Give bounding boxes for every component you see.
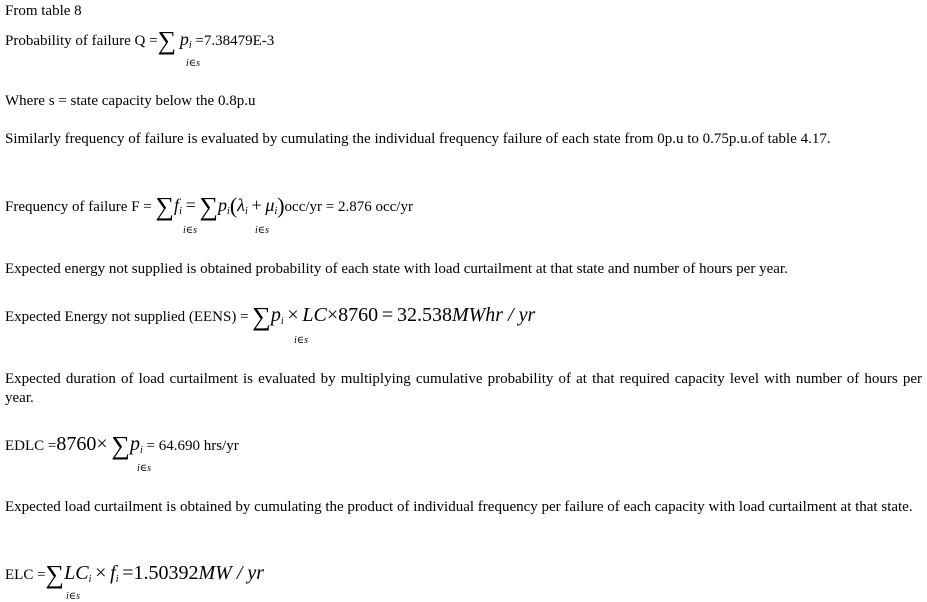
plus-sign: + xyxy=(251,195,262,215)
hours-value: 8760 xyxy=(56,433,97,455)
frequency-value: occ/yr = 2.876 occ/yr xyxy=(284,199,413,215)
subscript-i: i xyxy=(274,206,278,217)
elc-intro-paragraph: Expected load curtailment is obtained by cumulating the product of individual frequency per failure of each capacity with load curtailment at that state. xyxy=(5,499,913,515)
times-sign: × xyxy=(95,562,107,584)
open-paren: ( xyxy=(229,193,238,218)
frequency-label: Frequency of failure F = xyxy=(5,199,152,215)
mu-symbol: μ xyxy=(265,195,275,215)
p-symbol: p xyxy=(270,304,281,326)
probability-formula xyxy=(5,26,275,55)
p-symbol: p xyxy=(129,433,140,455)
probability-value: =7.38479E-3 xyxy=(195,33,275,49)
edlc-formula xyxy=(5,431,239,460)
sum-range: i∈s xyxy=(186,58,201,69)
lambda-symbol: λ xyxy=(237,195,245,215)
times-sign: × xyxy=(287,304,299,326)
equals-sign: = xyxy=(185,195,196,215)
edlc-label: EDLC = xyxy=(5,438,57,454)
eens-unit: MWhr / yr xyxy=(451,304,536,326)
subscript-i: i xyxy=(227,206,230,217)
elc-formula xyxy=(5,560,265,589)
subscript-i: i xyxy=(88,574,92,585)
hours-value: 8760 xyxy=(338,304,379,326)
sum-range: i∈s xyxy=(255,225,270,236)
eens-label: Expected Energy not supplied (EENS) = xyxy=(5,309,249,325)
subscript-i: i xyxy=(244,206,248,217)
p-symbol: p xyxy=(179,29,189,49)
subscript-i: i xyxy=(188,40,192,51)
equals-sign: = xyxy=(122,562,134,584)
f-symbol: f xyxy=(174,195,180,215)
sigma-symbol: ∑ xyxy=(157,26,177,55)
sigma-symbol: ∑ xyxy=(45,560,65,589)
edlc-value: = 64.690 hrs/yr xyxy=(146,438,239,454)
sum-range: i∈s xyxy=(66,591,81,602)
from-table-text: From table 8 xyxy=(5,3,82,19)
sum-range: i∈s xyxy=(183,225,198,236)
close-paren: ) xyxy=(277,193,285,218)
similarly-paragraph: Similarly frequency of failure is evaluated by cumulating the individual frequency failure of each state from 0p.u to 0.75p.u.of table 4.17. xyxy=(5,131,831,147)
p-symbol: p xyxy=(218,195,228,215)
subscript-i: i xyxy=(115,574,119,585)
times-sign: × xyxy=(96,433,108,455)
sigma-symbol: ∑ xyxy=(199,192,219,221)
equals-sign: = xyxy=(381,304,394,326)
sigma-symbol: ∑ xyxy=(155,192,175,221)
elc-unit: MW / yr xyxy=(198,562,265,584)
probability-label: Probability of failure Q = xyxy=(5,33,158,49)
f-symbol: f xyxy=(110,562,116,584)
subscript-i: i xyxy=(139,445,143,456)
eens-value: 32.538 xyxy=(396,304,452,326)
sigma-symbol: ∑ xyxy=(111,431,130,460)
edlc-intro-paragraph: Expected duration of load curtailment is evaluated by multiplying cumulative probability of at that required capacity level with number of hours per year. xyxy=(5,371,922,406)
sum-range: i∈s xyxy=(294,335,309,346)
eens-formula xyxy=(5,302,536,331)
where-text: Where s = state capacity below the 0.8p.u xyxy=(5,93,256,109)
sigma-symbol: ∑ xyxy=(252,302,271,331)
elc-value: 1.50392 xyxy=(133,562,199,584)
subscript-i: i xyxy=(280,316,284,327)
eens-intro-paragraph: Expected energy not supplied is obtained probability of each state with load curtailment at that state and number of hours per year. xyxy=(5,261,788,277)
lc-symbol: LC xyxy=(302,304,327,326)
subscript-i: i xyxy=(179,206,182,217)
frequency-formula xyxy=(5,192,413,221)
elc-label: ELC = xyxy=(5,567,46,583)
times-sign: × xyxy=(326,304,339,326)
lc-symbol: LC xyxy=(64,562,89,584)
sum-range: i∈s xyxy=(137,463,152,474)
